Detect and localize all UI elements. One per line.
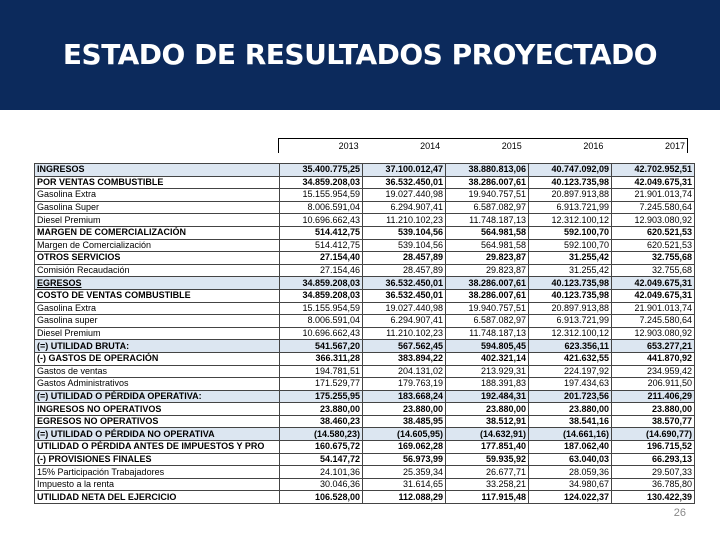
- value-cell: 592.100,70: [529, 226, 612, 239]
- row-label: OTROS SERVICIOS: [35, 252, 280, 265]
- table-row: [35, 453, 695, 466]
- value-cell: 201.723,56: [529, 390, 612, 403]
- value-cell: 213.929,31: [446, 365, 529, 378]
- value-cell: 7.245.580,64: [612, 201, 695, 214]
- value-cell: 539.104,56: [363, 239, 446, 252]
- value-cell: 29.507,33: [612, 466, 695, 479]
- value-cell: 36.532.450,01: [363, 277, 446, 290]
- table-row: [35, 189, 695, 202]
- value-cell: 32.755,68: [612, 264, 695, 277]
- value-cell: 38.512,91: [446, 415, 529, 428]
- value-cell: 421.632,55: [529, 352, 612, 365]
- row-label: (=) UTILIDAD O PÉRDIDA NO OPERATIVA: [35, 428, 280, 441]
- value-cell: 194.781,51: [280, 365, 363, 378]
- value-cell: 19.027.440,98: [363, 189, 446, 202]
- value-cell: 40.123.735,98: [529, 277, 612, 290]
- year-header: [278, 138, 688, 153]
- row-label: EGRESOS NO OPERATIVOS: [35, 415, 280, 428]
- table-row: [35, 226, 695, 239]
- value-cell: 25.359,34: [363, 466, 446, 479]
- value-cell: 29.823,87: [446, 264, 529, 277]
- value-cell: 24.101,36: [280, 466, 363, 479]
- value-cell: 594.805,45: [446, 340, 529, 353]
- value-cell: 620.521,53: [612, 226, 695, 239]
- value-cell: 541.567,20: [280, 340, 363, 353]
- value-cell: (14.661,16): [529, 428, 612, 441]
- value-cell: 40.747.092,09: [529, 164, 612, 177]
- value-cell: 8.006.591,04: [280, 201, 363, 214]
- value-cell: 56.973,99: [363, 453, 446, 466]
- value-cell: 23.880,00: [612, 403, 695, 416]
- value-cell: 59.935,92: [446, 453, 529, 466]
- value-cell: 31.255,42: [529, 264, 612, 277]
- value-cell: 592.100,70: [529, 239, 612, 252]
- value-cell: 12.312.100,12: [529, 327, 612, 340]
- row-label: (=) UTILIDAD BRUTA:: [35, 340, 280, 353]
- value-cell: 20.897.913,88: [529, 189, 612, 202]
- value-cell: 23.880,00: [363, 403, 446, 416]
- value-cell: 42.049.675,31: [612, 277, 695, 290]
- value-cell: 27.154,46: [280, 264, 363, 277]
- table-row: [35, 315, 695, 328]
- value-cell: 40.123.735,98: [529, 176, 612, 189]
- value-cell: 11.210.102,23: [363, 327, 446, 340]
- row-label: EGRESOS: [35, 277, 280, 290]
- value-cell: 112.088,29: [363, 491, 446, 504]
- value-cell: 6.587.082,97: [446, 201, 529, 214]
- table-row: [35, 441, 695, 454]
- value-cell: (14.605,95): [363, 428, 446, 441]
- table-row: [35, 403, 695, 416]
- value-cell: 38.286.007,61: [446, 277, 529, 290]
- value-cell: 42.049.675,31: [612, 176, 695, 189]
- value-cell: 539.104,56: [363, 226, 446, 239]
- value-cell: 224.197,92: [529, 365, 612, 378]
- value-cell: 177.851,40: [446, 441, 529, 454]
- value-cell: 54.147,72: [280, 453, 363, 466]
- value-cell: 36.532.450,01: [363, 176, 446, 189]
- value-cell: 29.823,87: [446, 252, 529, 265]
- row-label: MARGEN DE COMERCIALIZACIÓN: [35, 226, 280, 239]
- value-cell: 383.894,22: [363, 352, 446, 365]
- value-cell: 36.532.450,01: [363, 289, 446, 302]
- year-header-cell: 2016: [583, 141, 604, 151]
- value-cell: 6.587.082,97: [446, 315, 529, 328]
- value-cell: 6.913.721,99: [529, 201, 612, 214]
- value-cell: 34.980,67: [529, 478, 612, 491]
- value-cell: 620.521,53: [612, 239, 695, 252]
- row-label: Diesel Premium: [35, 327, 280, 340]
- value-cell: 7.245.580,64: [612, 315, 695, 328]
- value-cell: 31.614,65: [363, 478, 446, 491]
- value-cell: 211.406,29: [612, 390, 695, 403]
- value-cell: 31.255,42: [529, 252, 612, 265]
- value-cell: 197.434,63: [529, 378, 612, 391]
- value-cell: 12.903.080,92: [612, 214, 695, 227]
- value-cell: 11.748.187,13: [446, 214, 529, 227]
- table-row: [35, 478, 695, 491]
- value-cell: 179.763,19: [363, 378, 446, 391]
- value-cell: 130.422,39: [612, 491, 695, 504]
- table-row: [35, 340, 695, 353]
- table-row: [35, 466, 695, 479]
- value-cell: 11.210.102,23: [363, 214, 446, 227]
- value-cell: 38.570,77: [612, 415, 695, 428]
- value-cell: 66.293,13: [612, 453, 695, 466]
- value-cell: 10.696.662,43: [280, 214, 363, 227]
- value-cell: 623.356,11: [529, 340, 612, 353]
- table-row: [35, 252, 695, 265]
- value-cell: 38.286.007,61: [446, 176, 529, 189]
- value-cell: 32.755,68: [612, 252, 695, 265]
- value-cell: (14.632,91): [446, 428, 529, 441]
- row-label: Margen de Comercialización: [35, 239, 280, 252]
- value-cell: 196.715,52: [612, 441, 695, 454]
- table-row: [35, 365, 695, 378]
- value-cell: 33.258,21: [446, 478, 529, 491]
- table-row: [35, 214, 695, 227]
- row-label: Impuesto a la renta: [35, 478, 280, 491]
- year-header-cell: 2017: [664, 141, 685, 151]
- table-row: [35, 390, 695, 403]
- value-cell: 171.529,77: [280, 378, 363, 391]
- value-cell: 36.785,80: [612, 478, 695, 491]
- value-cell: 42.702.952,51: [612, 164, 695, 177]
- value-cell: 34.859.208,03: [280, 289, 363, 302]
- value-cell: 38.460,23: [280, 415, 363, 428]
- value-cell: 402.321,14: [446, 352, 529, 365]
- value-cell: (14.580,23): [280, 428, 363, 441]
- row-label: Gasolina Super: [35, 201, 280, 214]
- row-label: Gastos de ventas: [35, 365, 280, 378]
- value-cell: 28.457,89: [363, 264, 446, 277]
- row-label: Gastos Administrativos: [35, 378, 280, 391]
- table-row: [35, 352, 695, 365]
- row-label: 15% Participación Trabajadores: [35, 466, 280, 479]
- value-cell: 8.006.591,04: [280, 315, 363, 328]
- value-cell: 34.859.208,03: [280, 176, 363, 189]
- value-cell: 188.391,83: [446, 378, 529, 391]
- value-cell: 366.311,28: [280, 352, 363, 365]
- table-row: [35, 378, 695, 391]
- value-cell: 11.748.187,13: [446, 327, 529, 340]
- table-row: [35, 176, 695, 189]
- value-cell: 514.412,75: [280, 226, 363, 239]
- value-cell: 6.913.721,99: [529, 315, 612, 328]
- value-cell: 38.485,95: [363, 415, 446, 428]
- value-cell: 19.940.757,51: [446, 302, 529, 315]
- value-cell: 28.059,36: [529, 466, 612, 479]
- value-cell: 42.049.675,31: [612, 289, 695, 302]
- table-row: [35, 428, 695, 441]
- value-cell: 117.915,48: [446, 491, 529, 504]
- row-label: UTILIDAD O PÉRDIDA ANTES DE IMPUESTOS Y PRO: [35, 441, 280, 454]
- value-cell: 12.312.100,12: [529, 214, 612, 227]
- value-cell: 10.696.662,43: [280, 327, 363, 340]
- value-cell: 40.123.735,98: [529, 289, 612, 302]
- value-cell: 514.412,75: [280, 239, 363, 252]
- table-row: [35, 327, 695, 340]
- row-label: POR VENTAS COMBUSTIBLE: [35, 176, 280, 189]
- value-cell: 187.062,40: [529, 441, 612, 454]
- value-cell: 27.154,40: [280, 252, 363, 265]
- value-cell: 23.880,00: [446, 403, 529, 416]
- row-label: (-) GASTOS DE OPERACIÓN: [35, 352, 280, 365]
- value-cell: 12.903.080,92: [612, 327, 695, 340]
- value-cell: 653.277,21: [612, 340, 695, 353]
- value-cell: 19.027.440,98: [363, 302, 446, 315]
- value-cell: 38.880.813,06: [446, 164, 529, 177]
- value-cell: 26.677,71: [446, 466, 529, 479]
- row-label: (=) UTILIDAD O PÉRDIDA OPERATIVA:: [35, 390, 280, 403]
- value-cell: 30.046,36: [280, 478, 363, 491]
- row-label: Gasolina Extra: [35, 302, 280, 315]
- value-cell: 34.859.208,03: [280, 277, 363, 290]
- value-cell: 234.959,42: [612, 365, 695, 378]
- row-label: Diesel Premium: [35, 214, 280, 227]
- table-row: [35, 277, 695, 290]
- income-statement-table: [34, 163, 695, 504]
- table-row: [35, 239, 695, 252]
- value-cell: 564.981,58: [446, 226, 529, 239]
- year-header-cell: 2015: [501, 141, 522, 151]
- value-cell: (14.690,77): [612, 428, 695, 441]
- table-row: [35, 201, 695, 214]
- value-cell: 204.131,02: [363, 365, 446, 378]
- value-cell: 63.040,03: [529, 453, 612, 466]
- table-row: [35, 264, 695, 277]
- value-cell: 19.940.757,51: [446, 189, 529, 202]
- value-cell: 206.911,50: [612, 378, 695, 391]
- value-cell: 28.457,89: [363, 252, 446, 265]
- row-label: (-) PROVISIONES FINALES: [35, 453, 280, 466]
- value-cell: 37.100.012,47: [363, 164, 446, 177]
- value-cell: 567.562,45: [363, 340, 446, 353]
- value-cell: 6.294.907,41: [363, 315, 446, 328]
- row-label: Gasolina Extra: [35, 189, 280, 202]
- value-cell: 564.981,58: [446, 239, 529, 252]
- value-cell: 441.870,92: [612, 352, 695, 365]
- row-label: COSTO DE VENTAS COMBUSTIBLE: [35, 289, 280, 302]
- value-cell: 169.062,28: [363, 441, 446, 454]
- table-row: [35, 491, 695, 504]
- value-cell: 23.880,00: [280, 403, 363, 416]
- table-row: [35, 164, 695, 177]
- value-cell: 15.155.954,59: [280, 302, 363, 315]
- table-row: [35, 302, 695, 315]
- value-cell: 6.294.907,41: [363, 201, 446, 214]
- year-header-cell: 2014: [420, 141, 441, 151]
- value-cell: 21.901.013,74: [612, 302, 695, 315]
- row-label: INGRESOS NO OPERATIVOS: [35, 403, 280, 416]
- value-cell: 160.675,72: [280, 441, 363, 454]
- value-cell: 106.528,00: [280, 491, 363, 504]
- row-label: UTILIDAD NETA DEL EJERCICIO: [35, 491, 280, 504]
- value-cell: 124.022,37: [529, 491, 612, 504]
- value-cell: 175.255,95: [280, 390, 363, 403]
- value-cell: 38.286.007,61: [446, 289, 529, 302]
- value-cell: 21.901.013,74: [612, 189, 695, 202]
- value-cell: 38.541,16: [529, 415, 612, 428]
- value-cell: 183.668,24: [363, 390, 446, 403]
- table-row: [35, 289, 695, 302]
- row-label: Comisión Recaudación: [35, 264, 280, 277]
- row-label: INGRESOS: [35, 164, 280, 177]
- year-header-cell: 2013: [338, 141, 359, 151]
- value-cell: 23.880,00: [529, 403, 612, 416]
- value-cell: 35.400.775,25: [280, 164, 363, 177]
- slide-title: ESTADO DE RESULTADOS PROYECTADO: [62, 38, 658, 71]
- table-row: [35, 415, 695, 428]
- value-cell: 15.155.954,59: [280, 189, 363, 202]
- page-number: 26: [673, 507, 686, 519]
- value-cell: 192.484,31: [446, 390, 529, 403]
- value-cell: 20.897.913,88: [529, 302, 612, 315]
- row-label: Gasolina super: [35, 315, 280, 328]
